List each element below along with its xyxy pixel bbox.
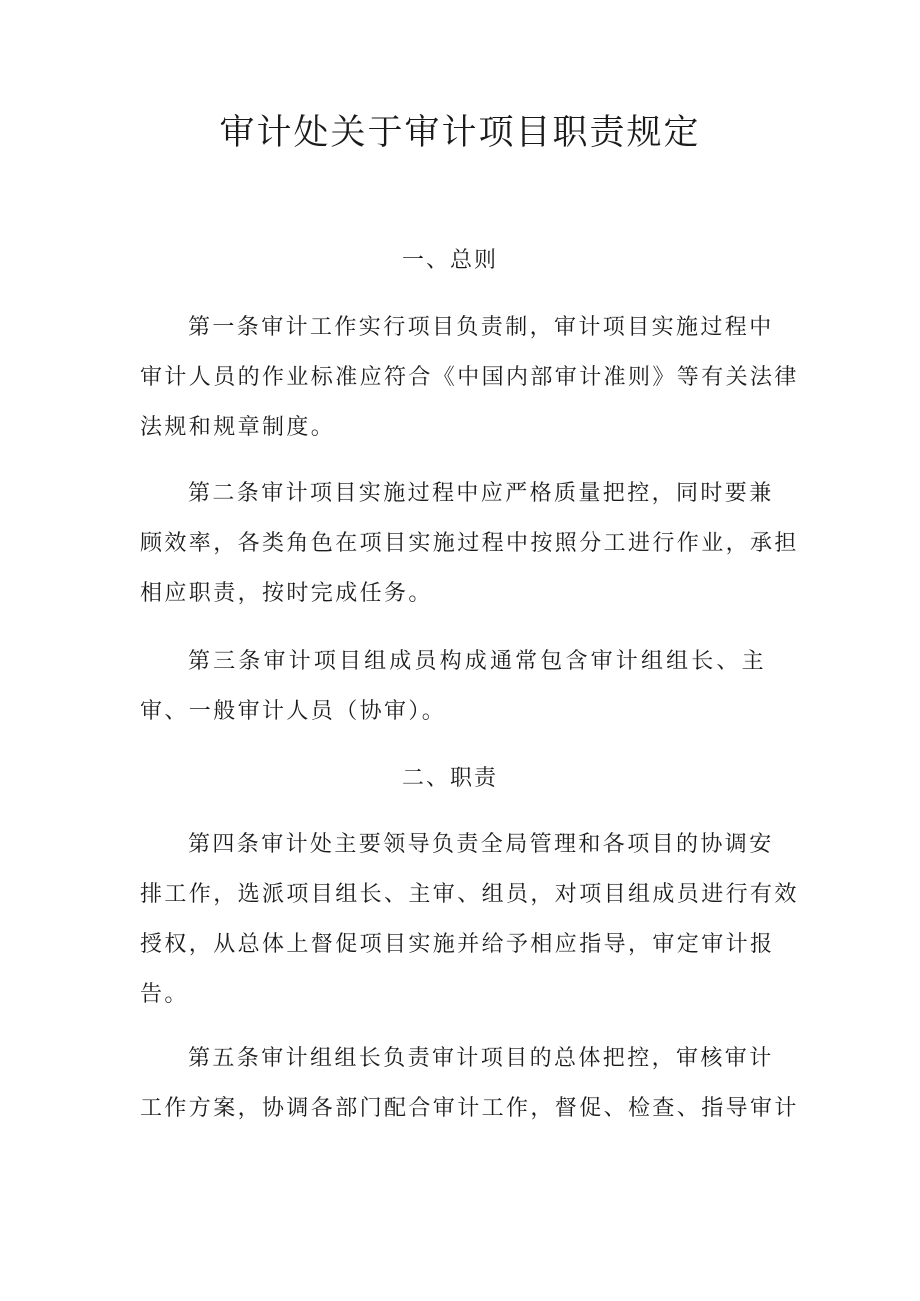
paragraph-line: 告。 <box>140 982 189 1007</box>
paragraph-line: 审、一般审计人员（协审）。 <box>140 699 447 724</box>
paragraph-line: 工作方案，协调各部门配合审计工作，督促、检查、指导审计 <box>140 1096 799 1121</box>
paragraph-line: 法规和规章制度。 <box>140 415 336 440</box>
article-1-paragraph <box>140 303 799 453</box>
paragraph-line: 授权，从总体上督促项目实施并给予相应指导，审定审计报 <box>140 932 775 957</box>
document-title: 审计处关于审计项目职责规定 <box>219 113 701 153</box>
paragraph-line: 第五条审计组组长负责审计项目的总体把控，审核审计 <box>188 1046 774 1071</box>
paragraph-line: 第三条审计项目组成员构成通常包含审计组组长、主 <box>188 649 766 674</box>
article-5-paragraph <box>140 1034 799 1134</box>
paragraph-line: 相应职责，按时完成任务。 <box>140 581 433 606</box>
paragraph-line: 第四条审计处主要领导负责全局管理和各项目的协调安 <box>188 832 774 857</box>
paragraph-line: 第二条审计项目实施过程中应严格质量把控，同时要兼 <box>188 481 774 506</box>
paragraph-line: 排工作，选派项目组长、主审、组员，对项目组成员进行有效 <box>140 882 799 907</box>
section-heading-duties: 二、职责 <box>401 766 498 791</box>
section-heading-general: 一、总则 <box>401 248 498 273</box>
article-2-paragraph <box>140 469 799 619</box>
paragraph-line: 顾效率，各类角色在项目实施过程中按照分工进行作业，承担 <box>140 531 799 556</box>
article-4-paragraph <box>140 820 799 1020</box>
article-3-paragraph <box>140 637 766 737</box>
paragraph-line: 第一条审计工作实行项目负责制，审计项目实施过程中 <box>188 315 774 340</box>
paragraph-line: 审计人员的作业标准应符合《中国内部审计准则》等有关法律 <box>140 365 799 390</box>
